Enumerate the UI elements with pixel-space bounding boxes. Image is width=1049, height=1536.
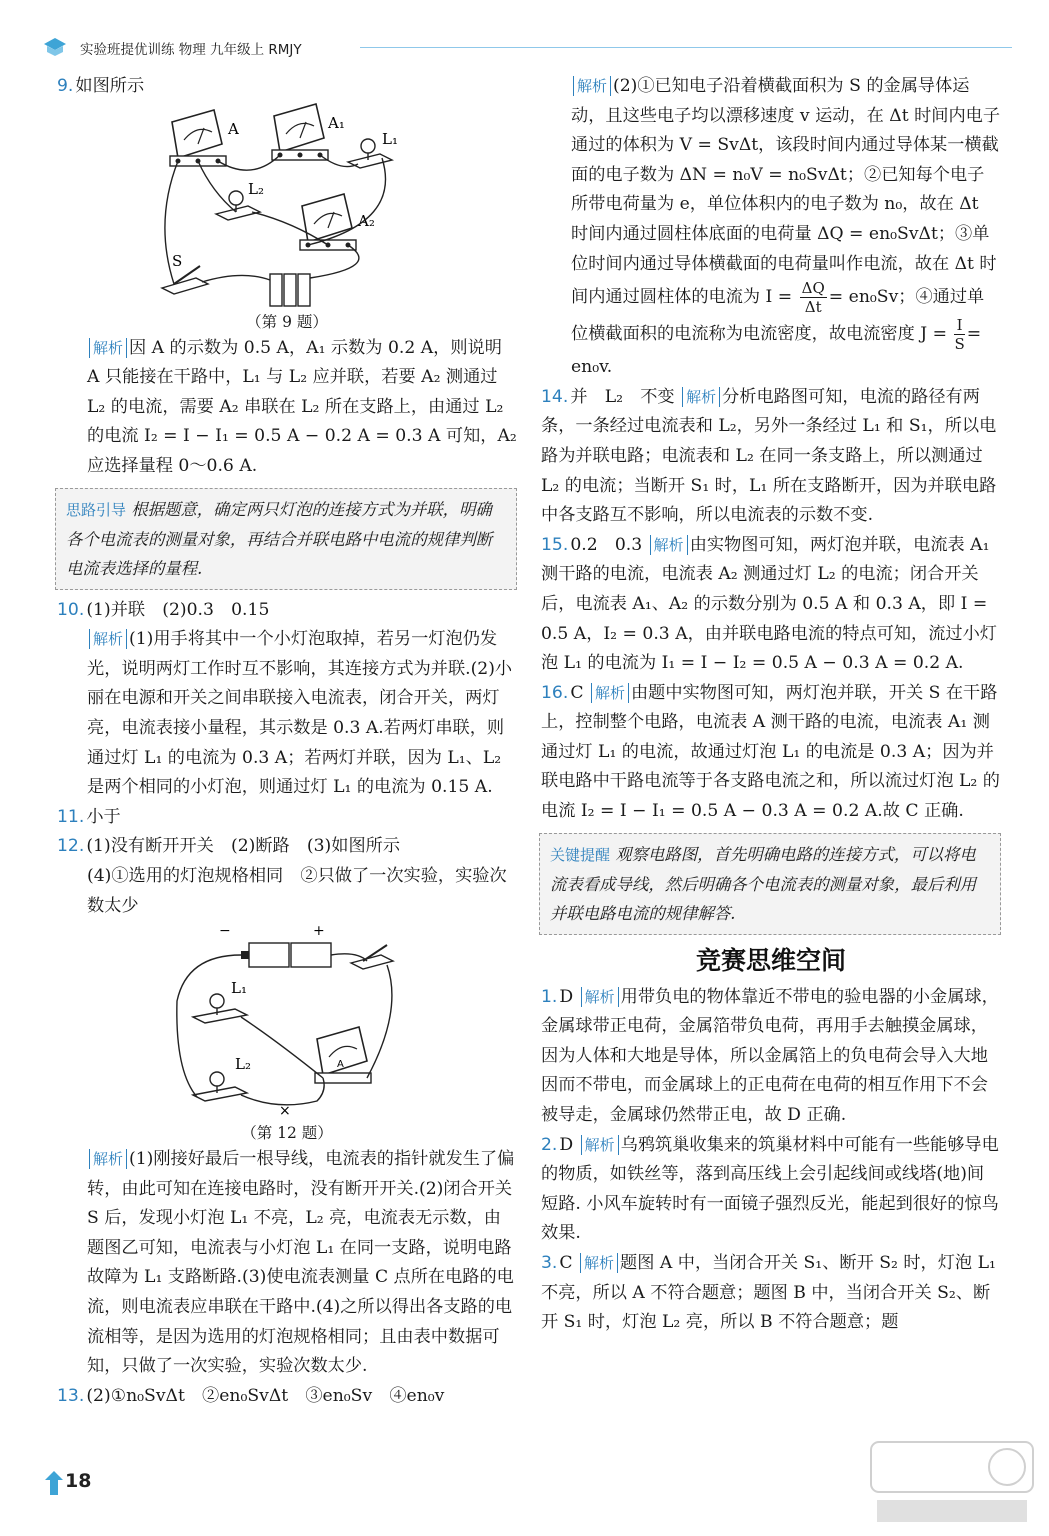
- c2-answer: D: [559, 1134, 574, 1155]
- q16-tip-box: [539, 833, 1001, 935]
- fraction-dt: Δt: [804, 298, 822, 317]
- q11-number: 11.: [57, 806, 85, 827]
- q9-number: 9.: [57, 76, 74, 96]
- fraction-i-s: [954, 316, 964, 353]
- q13-analysis-tag: 解析: [573, 76, 611, 96]
- q12-caption: （第 12 题）: [241, 1124, 333, 1143]
- c3-analysis-tag: 解析: [580, 1253, 618, 1273]
- c1-analysis-text: 用带负电的物体靠近不带电的验电器的小金属球，金属球带正电荷，金属箔带负电荷，再用手去触摸金属球，因为人体和大地是导体，所以金属箔上的负电荷会导入大地因而不带电，而金属球上的正电荷在电荷的相互作用下不会被导走，金属球仍然带正电，故 D 正确.: [541, 986, 999, 1126]
- q15: [541, 531, 1001, 679]
- c2-analysis-text: 乌鸦筑巢收集来的筑巢材料中可能有一些能够导电的物质，如铁丝等，落到高压线上会引起线间或线塔(地)间短路. 小风车旋转时有一面镜子强烈反光，能起到很好的惊鸟效果.: [541, 1134, 999, 1244]
- q10-analysis-text: (1)用手将其中一个小灯泡取掉，若另一灯泡仍发光，说明两灯工作时互不影响，其连接方式为并联.(2)小丽在电源和开关之间串联接入电流表，闭合开关，两灯亮，电流表接小量程，其示数是 0.3 A.若两灯串联，则通过灯 L₁ 的电流为 0.3 A；若两灯并联，因为 L₁、L₂ 是两个相同的小灯泡，则通过灯 L₁ 的电流为 0.15 A.: [87, 629, 513, 798]
- q12-number: 12.: [57, 836, 85, 857]
- q12-analysis-text: (1)刚接好最后一根导线，电流表的指针就发生了偏转，由此可知在连接电路时，没有断开开关.(2)闭合开关 S 后，发现小灯泡 L₁ 不亮，L₂ 亮，电流表无示数，由题图乙可知，电流表与小灯泡 L₁ 在同一支路，说明电路故障为 L₁ 支路断路.(3)使电流表测量 C 点所在电路的电流，则电流表应串联在干路中.(4)之所以得出各支路的电流相等，是因为选用的灯泡规格相同；且由表中数据可知，只做了一次实验，实验次数太少.: [87, 1149, 515, 1377]
- label-cross: ×: [279, 1103, 291, 1120]
- q14-analysis-tag: 解析: [682, 387, 720, 407]
- label-l1: L₁: [231, 979, 247, 998]
- label-a1: A₁: [328, 113, 345, 132]
- q9-tip-label: 思路引导: [66, 500, 127, 519]
- battery: [270, 274, 310, 306]
- q10-analysis: [57, 625, 517, 803]
- c2: [541, 1131, 1001, 1249]
- label-s: S: [172, 251, 183, 270]
- label-l1: L₁: [382, 129, 398, 148]
- left-column: [57, 72, 517, 1411]
- q12-answer-line1: (1)没有断开开关 (2)断路 (3)如图所示: [86, 836, 401, 857]
- fraction-s: S: [954, 335, 965, 354]
- q9-tip-text: 根据题意，确定两只灯泡的连接方式为并联，明确各个电流表的测量对象，再结合并联电路中电流的规律判断电流表选择的量程.: [66, 499, 493, 578]
- q9-text: 如图所示: [75, 76, 145, 96]
- c3: [541, 1249, 1001, 1338]
- label-l2: L₂: [248, 179, 264, 198]
- q9-stem: [57, 72, 517, 102]
- q13-analysis: [541, 72, 1001, 383]
- page-header: [42, 36, 1012, 60]
- ammeter: [315, 1027, 371, 1083]
- q16-tip-label: 关键提醒: [550, 845, 611, 864]
- q16: [541, 679, 1001, 827]
- page-number: 18: [65, 1470, 92, 1492]
- page-arrow-icon: [44, 1470, 64, 1496]
- q9-tip-box: [55, 488, 517, 590]
- label-l2: L₂: [235, 1055, 251, 1074]
- fraction-dq: ΔQ: [801, 279, 825, 298]
- section-title: 竞赛思维空间: [695, 945, 846, 975]
- q16-answer: C: [570, 682, 584, 703]
- fraction-dq-dt: [800, 279, 827, 316]
- ammeter-a1: [272, 104, 328, 160]
- lamp-l2: [193, 1072, 247, 1101]
- q14-answer: 并 L₂ 不变: [570, 386, 675, 407]
- c1-number: 1.: [541, 986, 558, 1007]
- q13-analysis-part3: = en₀v.: [571, 324, 982, 378]
- c1-analysis-tag: 解析: [581, 987, 619, 1007]
- c3-answer: C: [559, 1253, 573, 1273]
- svg-text:A: A: [337, 1059, 344, 1071]
- watermark-logo: [867, 1438, 1037, 1528]
- q12-answer: [57, 832, 517, 862]
- q16-tip-text: 观察电路图，首先明确电路的连接方式，可以将电流表看成导线，然后明确各个电流表的测量对象，最后利用并联电路电流的规律解答.: [550, 844, 977, 923]
- q15-analysis-tag: 解析: [650, 535, 688, 555]
- q11-answer-text: 小于: [86, 806, 121, 827]
- q10-number: 10.: [57, 599, 85, 620]
- q16-number: 16.: [541, 682, 569, 703]
- q15-number: 15.: [541, 534, 569, 555]
- q14-number: 14.: [541, 386, 569, 407]
- c1: [541, 983, 1001, 1131]
- label-a2: A₂: [358, 211, 375, 230]
- right-column: [541, 72, 1001, 1338]
- q13-number: 13.: [57, 1385, 85, 1406]
- label-plus: +: [313, 923, 325, 940]
- q9-caption: （第 9 题）: [246, 312, 328, 331]
- c3-number: 3.: [541, 1253, 558, 1273]
- header-title: 实验班提优训练 物理 九年级上 RMJY: [80, 42, 302, 58]
- q14: [541, 383, 1001, 531]
- q16-analysis-tag: 解析: [591, 683, 629, 703]
- label-a: A: [228, 119, 239, 138]
- q9-analysis-text: 因 A 的示数为 0.5 A，A₁ 示数为 0.2 A，则说明 A 只能接在干路中，L₁ 与 L₂ 应并联，若要 A₂ 测通过 L₂ 的电流，需要 A₂ 串联在 L₂ 所在支路上，由通过 L₂ 的电流 I₂ = I − I₁ = 0.5 A − 0.2 A = 0.3 A 可知，A₂ 应选择量程 0～0.6 A.: [87, 337, 517, 476]
- q11-answer: [57, 803, 517, 833]
- battery-pack: [241, 943, 331, 967]
- book-logo-icon: [42, 36, 68, 58]
- c1-answer: D: [559, 986, 574, 1007]
- fraction-i: I: [954, 316, 964, 335]
- lamp-l1: [193, 994, 247, 1023]
- ammeter-a2: [300, 194, 356, 250]
- c2-number: 2.: [541, 1134, 558, 1155]
- q10-answer-text: (1)并联 (2)0.3 0.15: [86, 599, 270, 620]
- q16-analysis-text: 由题中实物图可知，两灯泡并联，开关 S 在干路上，控制整个电路，电流表 A 测干路的电流，电流表 A₁ 测通过灯 L₁ 的电流，故通过灯泡 L₁ 的电流是 0.3 A；因为并联电路中干路电流等于各支路电流之和，所以流过灯泡 L₂ 的电流 I₂ = I − I₁ = 0.5 A − 0.3 A = 0.2 A.故 C 正确.: [541, 682, 1000, 822]
- q9-circuit-figure: [152, 102, 422, 310]
- q10-answer: [57, 596, 517, 626]
- wires: [165, 155, 386, 284]
- c3-analysis-text: 题图 A 中，当闭合开关 S₁、断开 S₂ 时，灯泡 L₁ 不亮，所以 A 不符合题意；题图 B 中，当闭合开关 S₂、断开 S₁ 时，灯泡 L₂ 亮，所以 B 不符合题意；题: [541, 1253, 996, 1333]
- label-minus: −: [219, 923, 231, 940]
- q9-analysis-tag: 解析: [89, 338, 127, 358]
- q15-analysis-text: 由实物图可知，两灯泡并联，电流表 A₁ 测干路的电流，电流表 A₂ 测通过灯 L₂ 的电流；闭合开关后，电流表 A₁、A₂ 的示数分别为 0.5 A 和 0.3 A，即 I = 0.5 A，I₂ = 0.3 A，由并联电路电流的特点可知，流过小灯泡 L₁ 的电流为 I₁ = I − I₂ = 0.5 A − 0.3 A = 0.2 A.: [541, 534, 997, 674]
- q15-answer: 0.2 0.3: [570, 534, 643, 555]
- q13-analysis-part2: = en₀Sv；④通过单位横截面积的电流称为电流密度，故电流密度 J =: [571, 287, 985, 345]
- q12-circuit-figure: [167, 921, 407, 1121]
- q9-analysis: [57, 334, 517, 482]
- switch-s: [162, 266, 208, 294]
- q12-answer-line2: (4)①选用的灯泡规格相同 ②只做了一次实验，实验次数太少: [87, 865, 507, 916]
- q13-analysis-part1: (2)①已知电子沿着横截面积为 S 的金属导体运动，且这些电子均以漂移速度 v 运动，在 Δt 时间内电子通过的体积为 V = SvΔt，该段时间内通过导体某一横截面的电子数为 ΔN = n₀V = n₀SvΔt；②已知每个电子所带电荷量为 e，单位体积内的电子数为 n₀，故在 Δt 时间内通过圆柱体底面的电荷量 ΔQ = en₀SvΔt；③单位时间内通过导体横截面的电荷量叫作电流，故在 Δt 时间内通过圆柱体的电流为 I =: [571, 76, 1001, 308]
- q12-analysis-tag: 解析: [89, 1149, 127, 1169]
- q10-analysis-tag: 解析: [89, 629, 127, 649]
- q13-answer: [57, 1382, 517, 1412]
- header-rule: [360, 47, 1012, 48]
- page-number-badge: [44, 1470, 92, 1500]
- c2-analysis-tag: 解析: [581, 1135, 619, 1155]
- q13-answer-text: (2)①n₀SvΔt ②en₀SvΔt ③en₀Sv ④en₀v: [86, 1385, 445, 1406]
- q14-analysis-text: 分析电路图可知，电流的路径有两条，一条经过电流表和 L₂，另外一条经过 L₁ 和 S₁，所以电路为并联电路；电流表和 L₂ 在同一条支路上，所以测通过 L₂ 的电流；当断开 S₁ 时，L₁ 所在支路断开，因为并联电路中各支路互不影响，所以电流表的示数不变.: [541, 386, 997, 526]
- q12-analysis: [57, 1145, 517, 1382]
- ammeter-a: [170, 110, 226, 166]
